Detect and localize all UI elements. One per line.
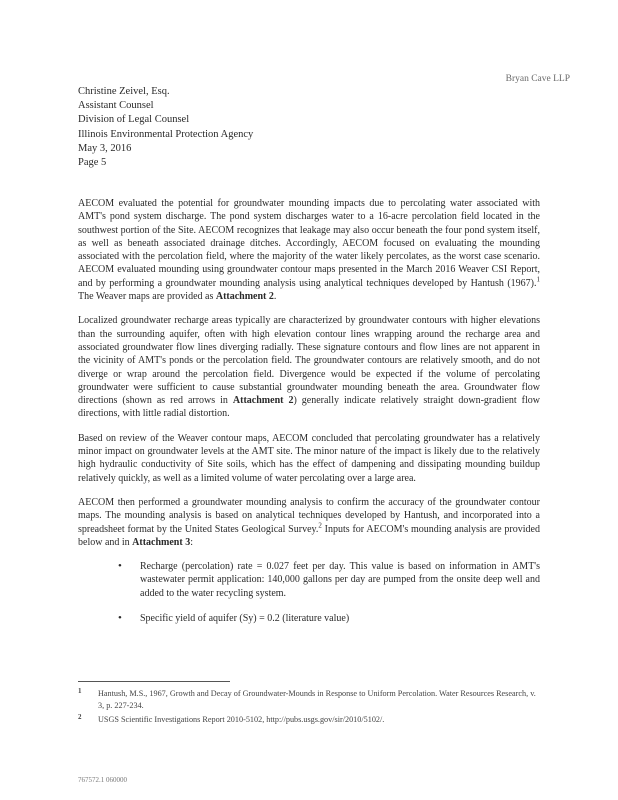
letter-body <box>78 197 540 637</box>
bullet-icon: • <box>118 560 122 573</box>
recipient-title: Assistant Counsel <box>78 100 154 112</box>
paragraph-conclusion: Based on review of the Weaver contour maps, AECOM concluded that percolating groundwater has a relatively minor impact on groundwater levels at the AMT site. The minor nature of the impact is likely due to the relatively high hydraulic conductivity of Site soils, which has the effect of dampening and dissipating mounding buildup relatively quickly, as well as a limited volume of water percolating over a large area. <box>78 432 540 484</box>
firm-header: Bryan Cave LLP <box>505 74 570 84</box>
attachment-3-ref: Attachment 3 <box>132 536 191 548</box>
recipient-division: Division of Legal Counsel <box>78 114 190 126</box>
footnote-ref-2: 2 <box>318 521 322 530</box>
document-id: 767572.1 060000 <box>78 776 127 784</box>
page-number: Page 5 <box>78 157 107 169</box>
paragraph-recharge-areas: Localized groundwater recharge areas typically are characterized by groundwater contours with higher elevations than the surrounding aquifer, often with high elevation contour lines wrapping around the recharge area and associated groundwater flow lines diverging radially. These signature contours and flow lines are not apparent in the vicinity of AMT's ponds or the percolation field. The groundwater contours are relatively smooth, and do not diverge or wrap around the percolation field. Divergence would be expected if the volume of percolating groundwater were sufficient to cause substantial groundwater mounding beneath the area. Groundwater flow directions (shown as red arrows in Attachment 2) generally indicate relatively straight down-gradient flow directions, with little radial distortion. <box>78 315 541 420</box>
paragraph-mounding-analysis: AECOM then performed a groundwater mounding analysis to confirm the accuracy of the groundwater contour maps. The mounding analysis is based on analytical techniques developed by Hantush, and incorporated into a spreadsheet format by the United States Geological Survey.$^2$ Inputs for AECOM's mounding analysis are provided below and in Attachment 3: <box>78 496 540 548</box>
recipient-name: Christine Zeivel, Esq. <box>78 86 170 97</box>
bullet-icon: • <box>118 612 122 625</box>
footnote-ref-1: 1 <box>536 275 540 284</box>
bullet-recharge-rate: • Recharge (percolation) rate = 0.027 feet per day. This value is based on information in AMT's wastewater permit application: 140,000 gallons per day are pumped from the onsite deep well and added to the water recycling system. <box>118 560 540 599</box>
recipient-block <box>78 85 253 170</box>
footnote-divider <box>78 681 230 682</box>
letter-date: May 3, 2016 <box>78 142 132 154</box>
recipient-agency: Illinois Environmental Protection Agency <box>78 128 254 140</box>
bullet-specific-yield: • Specific yield of aquifer (Sy) = 0.2 (literature value) <box>118 612 350 625</box>
attachment-2-ref: Attachment 2 <box>215 291 274 303</box>
footnote-1: 1 Hantush, M.S., 1967, Growth and Decay of Groundwater-Mounds in Response to Uniform Percolation. Water Resources Research, v. 3, p. 227-234. <box>78 687 536 710</box>
footnote-2: 2 USGS Scientific Investigations Report 2010-5102, http://pubs.usgs.gov/sir/2010/5102/. <box>78 713 385 724</box>
paragraph-mounding-evaluation: AECOM evaluated the potential for groundwater mounding impacts due to percolating water associated with AMT's pond system discharge. The pond system discharges water to a 16-acre percolation field located in the southwest portion of the Site. AECOM recognizes that leakage may also occur beneath the four pond system itself, as well as beneath associated drainage ditches. Accordingly, AECOM focused on evaluating the mounding associated with the percolation field, where the majority of the water likely percolates, as the worst case scenario. AECOM evaluated mounding using groundwater contour maps presented in the March 2016 Weaver CSI Report, and by performing a groundwater mounding analysis using analytical techniques developed by Hantush (1967).$^1$ The Weaver maps are provided as Attachment 2. <box>78 198 540 303</box>
attachment-2-ref: Attachment 2 <box>232 395 294 407</box>
footnotes <box>78 688 540 729</box>
